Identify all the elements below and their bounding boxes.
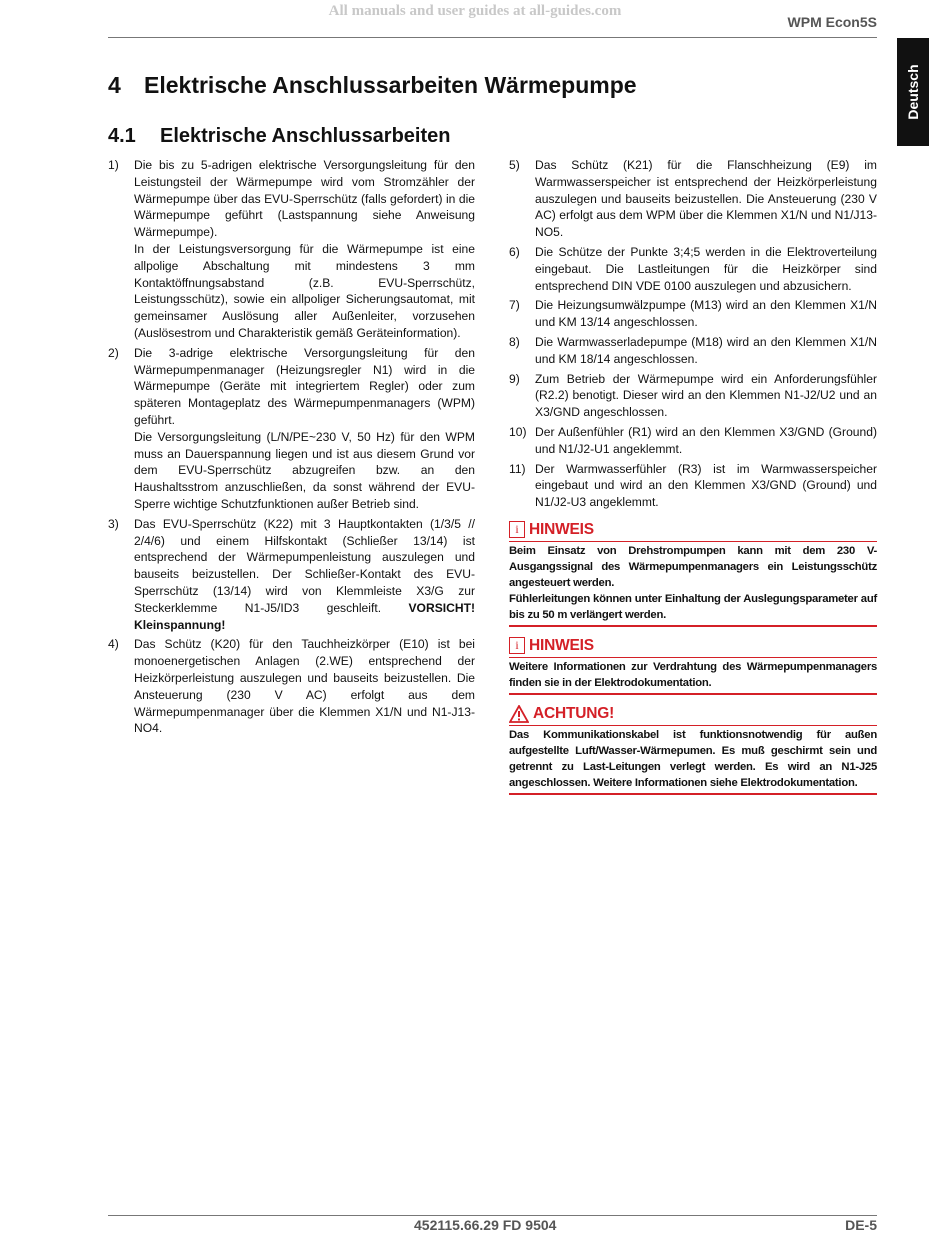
list-item-text: In der Leistungsversorgung für die Wärmepumpe ist eine allpolige Abschaltung mit mindestens 3 mm Kontaktöffnungsabstand (z.B. EVU-Sperrschütz, Leistungsschütz), sowie ein allpoliger Sicherungsautomat, mit gemeinsamer Auslösung aller Außenleiter, vorzusehen (Auslösestrom und Charakteristik gemäß Geräteinformation).: [134, 241, 475, 340]
chapter-number: 4: [108, 72, 121, 98]
notice-text: Fühlerleitungen können unter Einhaltung der Auslegungsparameter auf bis zu 50 m verlängert werden.: [509, 593, 877, 622]
notice-title: HINWEIS: [529, 520, 594, 538]
info-icon: i: [509, 521, 525, 538]
list-item-number: 7): [509, 298, 520, 313]
notice-rule: [509, 625, 877, 627]
warning-text: Das Kommunikationskabel ist funktionsnotwendig für außen aufgestellte Luft/Wasser-Wärmepumen. Es muß geschirmt sein und getrennt zu Last-Leitungen verlegt werden. Es wird an N1-J25 angeschlossen. Weitere Informationen siehe Elektrodokumentation.: [509, 729, 877, 790]
list-item: [108, 516, 475, 634]
list-item: [509, 461, 877, 511]
right-column: [509, 157, 877, 795]
warning-title: ACHTUNG!: [533, 704, 615, 722]
list-item-number: 3): [108, 516, 119, 531]
list-item-text: Das Schütz (K21) für die Flanschheizung (E9) im Warmwasserspeicher ist entsprechend der Heizkörperleistung auszulegen und bauseits beizustellen. Die Ansteuerung (230 V AC) erfolgt aus dem WPM über die Klemmen X1/N und N1/J13-NO5.: [535, 158, 877, 240]
footer-divider: [108, 1215, 877, 1216]
warning-triangle-icon: [509, 705, 529, 723]
list-item: [108, 345, 475, 513]
warning-box: [509, 703, 877, 795]
list-item-text: Die Versorgungsleitung (L/N/PE~230 V, 50 Hz) für den WPM muss an Dauerspannung liegen und ist aus diesem Grund vor dem EVU-Sperrschütz abzugreifen bzw. an den Haushaltsstrom anzuschließen, da sonst während der EVU-Sperre wichtige Schutzfunktionen außer Betrieb sind.: [134, 429, 475, 511]
list-item: [509, 424, 877, 458]
document-code: 452115.66.29 FD 9504: [414, 1217, 557, 1233]
list-item-text: Der Außenfühler (R1) wird an den Klemmen X3/GND (Ground) und N1/J2-U1 angeklemmt.: [535, 424, 877, 456]
chapter-title: Elektrische Anschlussarbeiten Wärmepumpe: [144, 72, 637, 98]
list-item-number: 9): [509, 371, 520, 386]
list-item: [509, 371, 877, 421]
list-item-number: 2): [108, 345, 119, 360]
list-item: [509, 244, 877, 294]
list-item-text: Die bis zu 5-adrigen elektrische Versorgungsleitung für den Leistungsteil der Wärmepumpe wird vom Stromzähler der Wärmepumpe über das EVU-Sperrschütz (falls gefordert) in die Wärmepumpe geführt (Lastspannung siehe Anweisung Wärmepumpe).: [134, 158, 475, 240]
notice-text: Weitere Informationen zur Verdrahtung des Wärmepumpenmanagers finden sie in der Elektrodokumentation.: [509, 661, 877, 690]
header-divider: [108, 37, 877, 38]
list-item-text: Die Heizungsumwälzpumpe (M13) wird an den Klemmen X1/N und KM 13/14 angeschlossen.: [535, 298, 877, 330]
list-item-text: Zum Betrieb der Wärmepumpe wird ein Anforderungsfühler (R2.2) benotigt. Dieser wird an den Klemmen N1-J2/U2 und an X3/GND angeschlossen.: [535, 371, 877, 420]
list-item-number: 11): [509, 461, 526, 476]
list-item-text: Die Schütze der Punkte 3;4;5 werden in die Elektroverteilung eingebaut. Die Lastleitungen für die Heizkörper sind entsprechend DIN VDE 0100 auszulegen und abzusichern.: [535, 244, 877, 293]
section-title: Elektrische Anschlussarbeiten: [160, 125, 451, 147]
list-item-number: 1): [108, 158, 119, 172]
list-item-text: Das Schütz (K20) für den Tauchheizkörper (E10) ist bei monoenergetischen Anlagen (2.WE) entsprechend der Heizkörperleistung auszulegen und bauseits beizustellen. Die Ansteuerung (230 V AC) erfolgt aus dem Wärmepumpenmanager über die Klemmen X1/N und N1-J13-NO4.: [134, 637, 475, 736]
list-item-text: Das EVU-Sperrschütz (K22) mit 3 Hauptkontakten (1/3/5 // 2/4/6) und einem Hilfskontakt (Schließer 13/14) ist entsprechend der Wärmepumpenleistung auszulegen und bauseits beizustellen. Der Schließer-Kontakt des EVU-Sperrschütz (13/14) wird von Klemmleiste X3/G zur Steckerklemme N1-J5/ID3 geschleift.: [134, 516, 475, 615]
list-item-number: 8): [509, 334, 520, 349]
list-item: [509, 297, 877, 331]
notice-title: HINWEIS: [529, 636, 594, 654]
notice-rule: [509, 693, 877, 695]
left-column: [108, 157, 475, 740]
notice-box: [509, 519, 877, 627]
list-item: [108, 157, 475, 342]
chapter-heading: [108, 72, 637, 99]
watermark: All manuals and user guides at all-guides.com: [328, 3, 622, 19]
list-item: [509, 157, 877, 241]
list-item: [108, 636, 475, 737]
notice-rule: [509, 793, 877, 795]
list-item-number: 4): [108, 637, 119, 652]
language-tab: [897, 38, 929, 146]
notice-box: [509, 635, 877, 695]
page-number: DE-5: [845, 1217, 877, 1233]
list-item-number: 6): [509, 244, 520, 259]
list-item-number: 10): [509, 424, 527, 439]
document-title: WPM Econ5S: [787, 14, 877, 30]
language-tab-label: Deutsch: [905, 64, 921, 120]
list-item-number: 5): [509, 158, 520, 172]
info-icon: i: [509, 637, 525, 654]
list-item-text: Die 3-adrige elektrische Versorgungsleitung für den Wärmepumpenmanager (Heizungsregler N1) wird in die Wärmepumpe (Geräte mit integriertem Regler) oder zum späteren Montageplatz des Wärmepumpenmanagers (WPM) geführt.: [134, 345, 475, 427]
caution-text: VORSICHT! Kleinspannung!: [134, 600, 475, 632]
list-item-text: Der Warmwasserfühler (R3) ist im Warmwasserspeicher eingebaut und wird an den Klemmen X3/GND (Ground) und N1/J2-U3 angeklemmt.: [535, 461, 877, 510]
list-item: [509, 334, 877, 368]
section-heading: [108, 125, 451, 148]
notice-text: Beim Einsatz von Drehstrompumpen kann mit dem 230 V-Ausgangssignal des Wärmepumpenmanagers ein Leistungsschütz angesteuert werden.: [509, 545, 877, 590]
list-item-text: Die Warmwasserladepumpe (M18) wird an den Klemmen X1/N und KM 18/14 angeschlossen.: [535, 334, 877, 366]
section-number: 4.1: [108, 125, 136, 147]
